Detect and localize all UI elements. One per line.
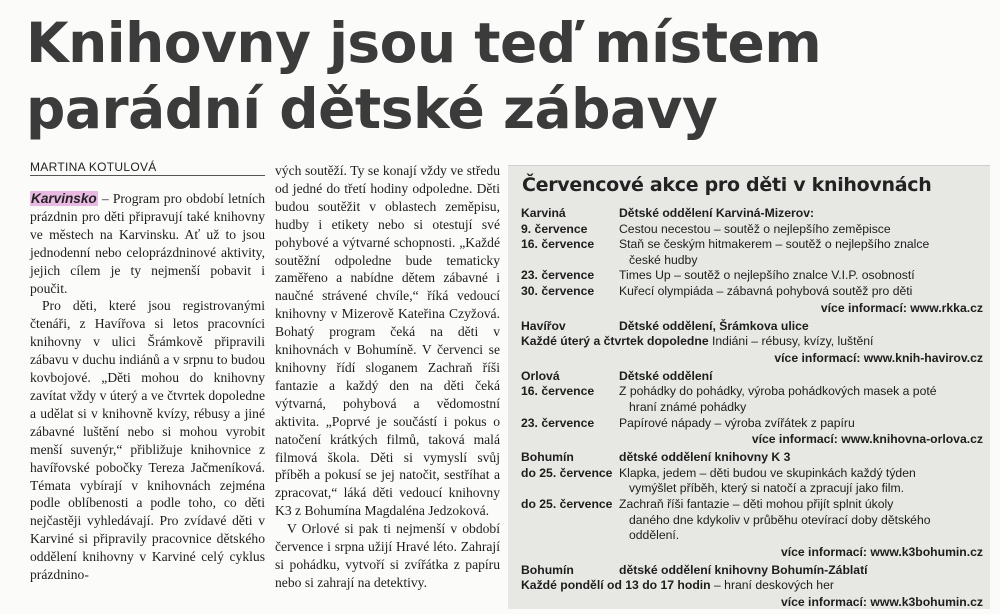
- event-row: [521, 528, 983, 544]
- headline-line-1: Knihovny jsou teď místem: [26, 11, 822, 75]
- event-schedule: Každé pondělí od 13 do 17 hodin: [521, 578, 711, 593]
- event-text: české hudby: [629, 252, 698, 267]
- event-date: 30. července: [521, 283, 595, 298]
- city-name: Havířov: [521, 318, 566, 333]
- city-name: Karviná: [521, 206, 566, 220]
- info-link: více informací: www.knihovna-orlova.cz: [751, 432, 983, 447]
- section-bohumin-k3: [521, 450, 983, 466]
- location-tag: Karvinsko: [31, 191, 97, 206]
- event-text: vymýšlet příběh, který si natočí a zpracují jako film.: [629, 481, 904, 496]
- event-date: [521, 253, 619, 269]
- event-text: hraní známé pohádky: [629, 399, 747, 414]
- department-name: dětské oddělení knihovny Bohumín-Záblatí: [619, 562, 868, 577]
- event-row: [521, 384, 983, 400]
- section-bohumin-zablati: [521, 563, 983, 579]
- event-date: 23. července: [521, 268, 595, 283]
- paragraph-4: V Orlové si pak ti nejmenší v období července i srpna užijí Hravé léto. Zahrají si pohádku, vytvoří si zvířátka z papíru nebo si zahrají na detektivy.: [275, 521, 500, 590]
- event-date: 9. července: [521, 221, 588, 236]
- event-date: 16. července: [521, 237, 595, 252]
- event-text: Zachraň říši fantazie – děti mohou přijít splnit úkoly: [619, 496, 894, 511]
- event-row: [521, 400, 983, 416]
- event-row: [521, 237, 983, 253]
- events-list: [521, 206, 983, 610]
- city-name: Bohumín: [521, 562, 574, 577]
- info-link: více informací: www.k3bohumin.cz: [780, 544, 983, 559]
- department-name: Dětské oddělení, Šrámkova ulice: [619, 318, 809, 333]
- event-schedule: Každé úterý a čtvrtek dopoledne: [521, 334, 709, 349]
- event-text: daného dne kdykoliv v průběhu otevírací doby dětského: [629, 512, 931, 527]
- event-row: [521, 497, 983, 513]
- department-name: Dětské oddělení Karviná-Mizerov:: [619, 206, 815, 220]
- event-text: Papírové nápady – výroba zvířátek z papíru: [619, 415, 855, 430]
- department-name: Dětské oddělení: [619, 368, 713, 383]
- event-text: – hraní deskových her: [710, 578, 834, 593]
- section-orlova: [521, 369, 983, 385]
- department-name: dětské oddělení knihovny K 3: [619, 450, 791, 465]
- events-box-title: Červencové akce pro děti v knihovnách: [522, 174, 932, 196]
- event-date: [521, 400, 619, 416]
- section-havirov: [521, 319, 983, 335]
- info-link: více informací: www.knih-havirov.cz: [774, 350, 983, 365]
- section-karvina: [521, 206, 983, 222]
- paragraph-3: vých soutěží. Ty se konají vždy ve středu od jedné do třetí hodiny odpoledne. Děti budou soutěžit v oblastech zeměpisu, hudby i etikety nebo si otestují své pohybové a výtvarné schopnosti. „Každé soutěžní odpoledne bude tematicky zaměřeno a nabídne dětem zábavné i naučné strávené chvíle,“ říká vedoucí knihovny v Mizerově Kateřina Czyžová. Bohatý program čeká na děti v knihovnách v Bohumíně. V červenci se knihovny řídí sloganem Zachraň říši fantazie a každý den na děti čeká výtvarná, pohybová a vědomostní aktivita. „Poprvé je součástí i pokus o natočení krátkých filmů, taková malá filmová škola. Děti si vymyslí svůj příběh a pokusí se jej natočit, sestříhat a zpracovat,“ láká děti vedoucí knihovny K3 z Bohumína Magdaléna Jedzoková.: [275, 163, 500, 519]
- event-row: [521, 466, 983, 482]
- event-text: oddělení.: [629, 528, 680, 543]
- event-text: Klapka, jedem – děti budou ve skupinkách každý týden: [619, 465, 916, 480]
- event-date: do 25. července: [521, 465, 613, 480]
- event-date: 23. července: [521, 415, 595, 430]
- article-column-1: [30, 190, 265, 584]
- article-column-2: [275, 162, 500, 592]
- info-link: více informací: www.k3bohumin.cz: [780, 594, 983, 609]
- city-name: Bohumín: [521, 450, 574, 465]
- paragraph-1: [30, 190, 265, 297]
- paragraph-2: Pro děti, které jsou registrovanými čtenáři, z Havířova si letos pracovníci knihovny v ulici Šrámkově připravili zábavu v duchu indiánů a v srpnu to budou kovbojové. „Děti mohou do knihovny zavítat vždy v úterý a ve čtvrtek dopoledne a udělat si v knihovně kvízy, rébusy a jiné zábavné luštění nebo si mohou vyrobit menší suvenýr,“ přibližuje knihovnice z havířovské pobočky Tereza Jačmeníková. Témata vybírají v knihovnách zejména podle oblíbenosti a podle toho, co děti nejčastěji vyhledávají. Pro zvídavé děti v Karviné si připravily pracovnice dětského oddělení knihovny v Karviné celý cyklus prázdnino-: [30, 298, 265, 583]
- event-row: [521, 284, 983, 300]
- city-name: Orlová: [521, 368, 560, 383]
- event-row: [521, 416, 983, 432]
- event-row: [521, 513, 983, 529]
- event-row: [521, 253, 983, 269]
- byline-rule: [30, 175, 265, 176]
- event-row: [521, 481, 983, 497]
- event-text: Indiáni – rébusy, kvízy, luštění: [708, 334, 874, 349]
- event-text: Times Up – soutěž o nejlepšího znalce V.I.P. osobností: [619, 268, 915, 283]
- event-date: [521, 513, 619, 529]
- event-date: [521, 481, 619, 497]
- byline: MARTINA KOTULOVÁ: [30, 160, 157, 174]
- headline-line-2: parádní dětské zábavy: [26, 77, 718, 141]
- event-row: [521, 268, 983, 284]
- info-link: více informací: www.rkka.cz: [820, 300, 983, 315]
- event-text: Kuřecí olympiáda – zábavná pohybová soutěž pro děti: [619, 283, 913, 298]
- event-date: [521, 528, 619, 544]
- paragraph-1-text: – Program pro období letních prázdnin pro děti připravují také knihovny ve městech na Karvinsku. Ať už to jsou jednodenní nebo celoprázdninové aktivity, jejich cílem je ty nejmenší pobavit i poučit.: [30, 191, 265, 296]
- event-text: Cestou necestou – soutěž o nejlepšího zeměpisce: [619, 221, 891, 236]
- events-box: [508, 165, 990, 609]
- event-row: [521, 222, 983, 238]
- event-date: 16. července: [521, 384, 595, 399]
- event-date: do 25. července: [521, 496, 613, 511]
- event-text: Z pohádky do pohádky, výroba pohádkových masek a poté: [619, 384, 937, 399]
- event-text: Staň se českým hitmakerem – soutěž o nejlepšího znalce: [619, 237, 930, 252]
- event-row: [521, 334, 983, 350]
- event-row: [521, 578, 983, 594]
- headline: [26, 10, 986, 142]
